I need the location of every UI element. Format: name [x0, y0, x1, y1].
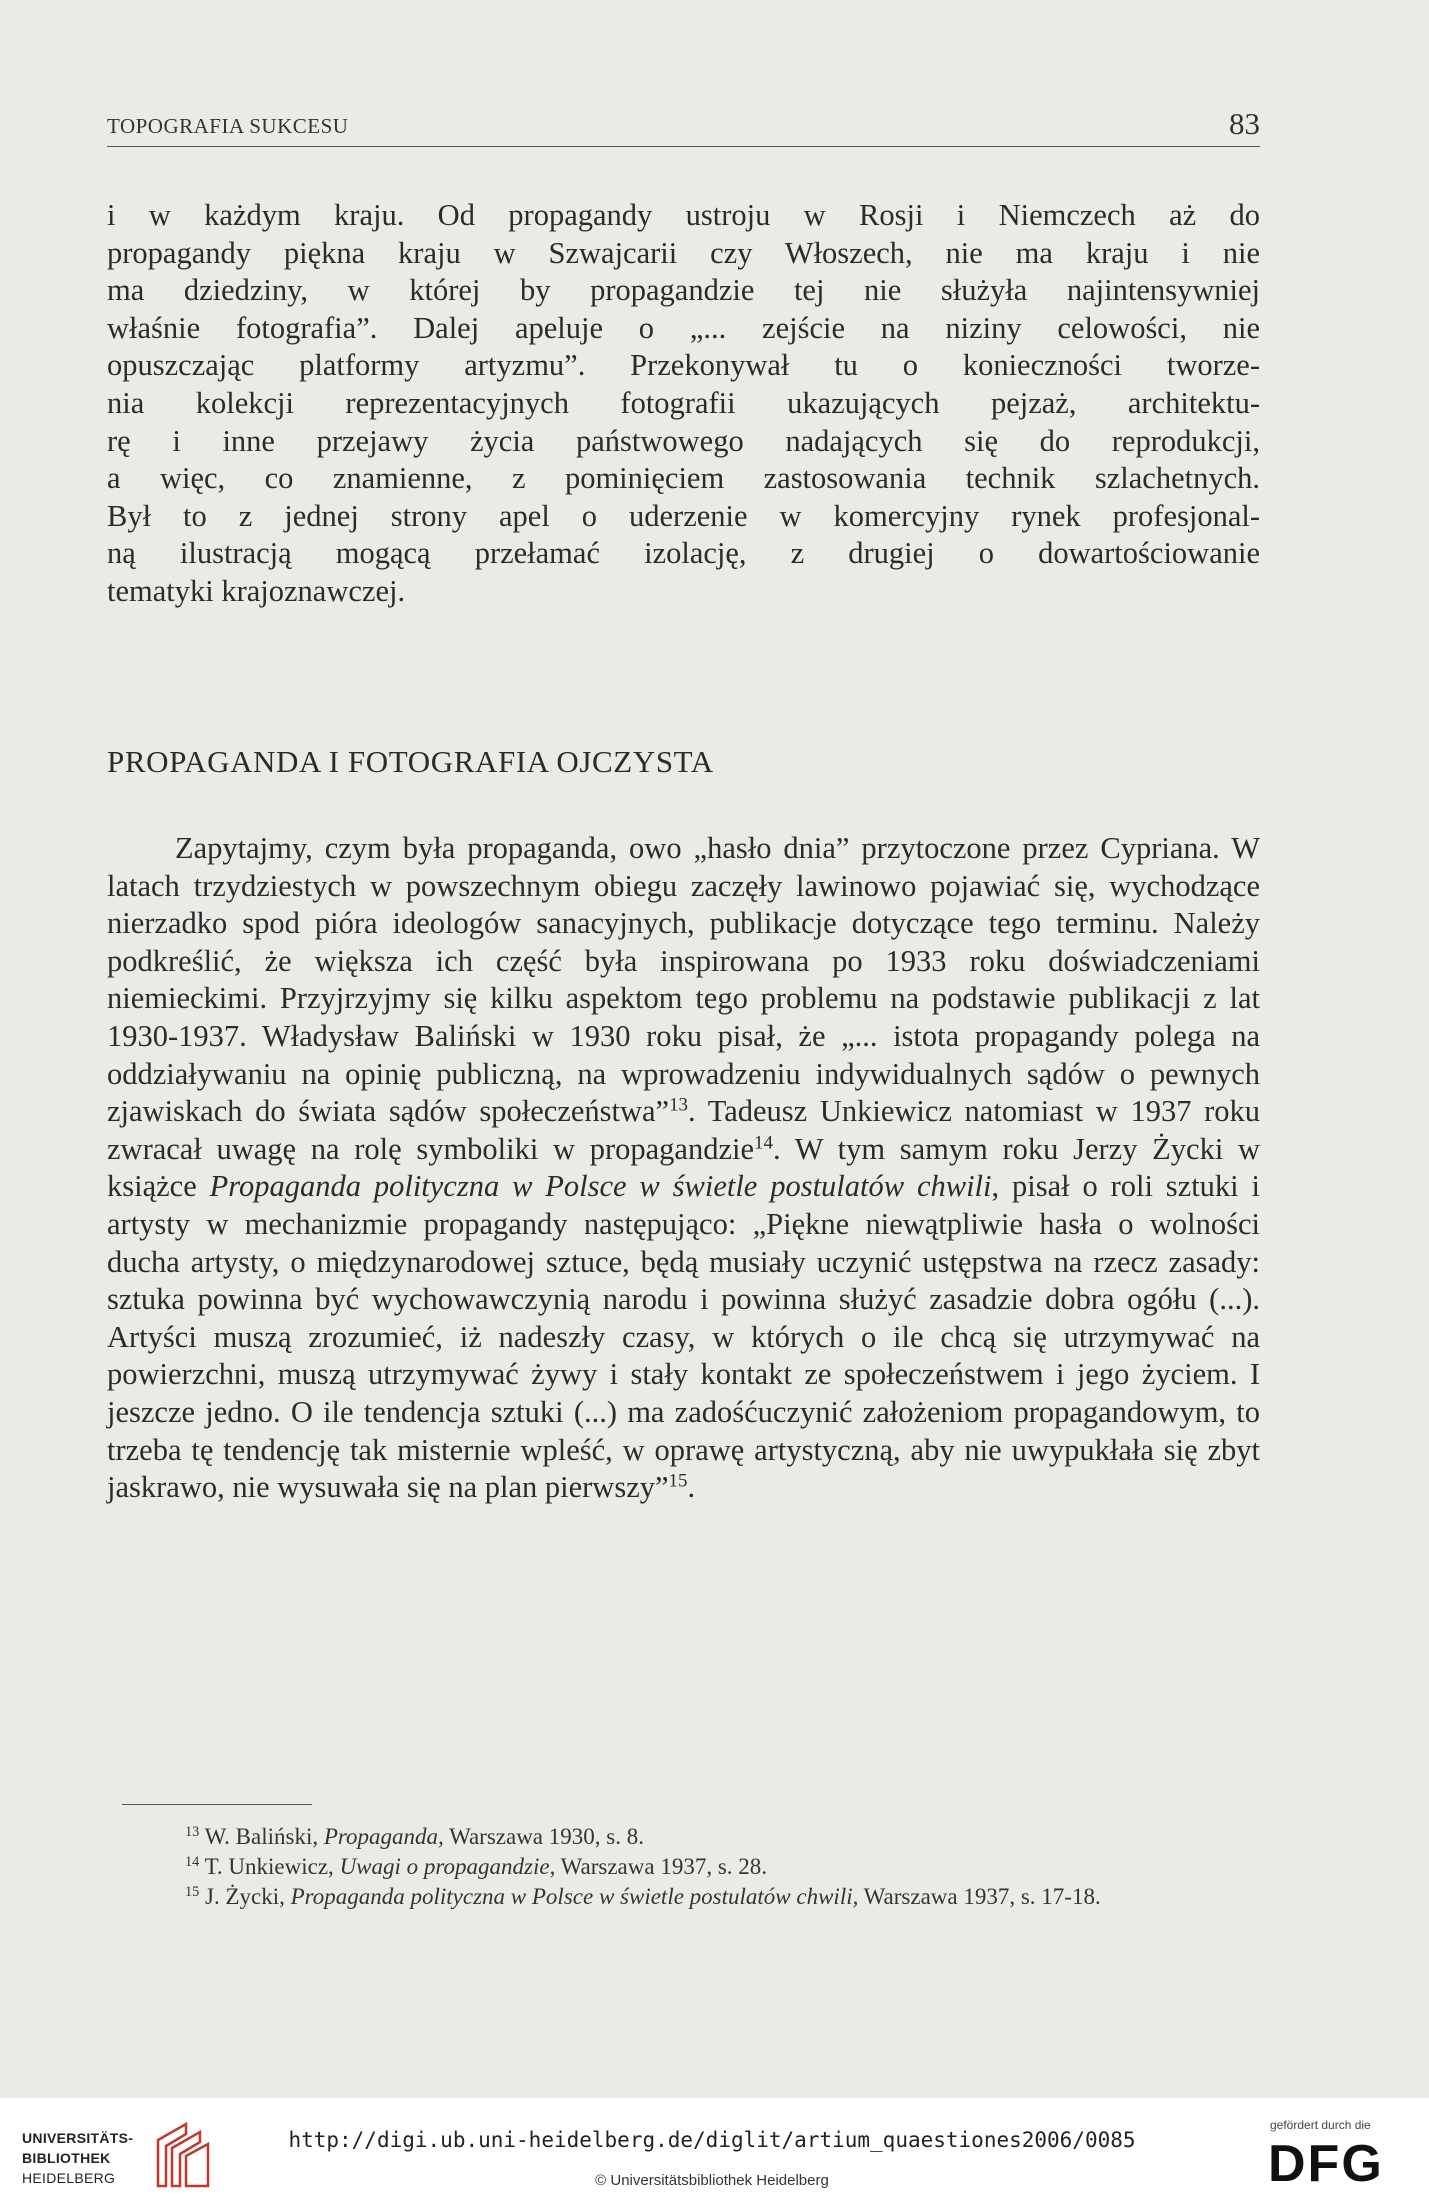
- dfg-logo: [1262, 2118, 1412, 2198]
- paragraph-1-line: właśnie fotografia”. Dalej apeluje o „... zejście na niziny celowości, nie: [107, 310, 1260, 345]
- paragraph-1-line: tematyki krajoznawczej.: [107, 573, 406, 608]
- paragraph-1-line: a więc, co znamienne, z pominięciem zastosowania technik szlachetnych.: [107, 461, 1260, 496]
- page-number: 83: [1229, 106, 1260, 141]
- digitization-banner: [0, 2098, 1429, 2209]
- footnote-15: $^{15}$ J. Życki, Propaganda polityczna w Polsce w świetle postulatów chwili, Warszawa 1937, s. 17-18.: [185, 1884, 1101, 1909]
- running-header: [107, 106, 1260, 147]
- dfg-caption: gefördert durch die: [1270, 2118, 1371, 2132]
- section-heading: PROPAGANDA I FOTOGRAFIA OJCZYSTA: [107, 744, 714, 779]
- paragraph-1-line: nia kolekcji reprezentacyjnych fotografii ukazujących pejzaż, architektu-: [107, 385, 1260, 420]
- paragraph-1-line: ną ilustracją mogącą przełamać izolację, z drugiej o dowartościowanie: [107, 536, 1260, 571]
- paragraph-2: [107, 830, 1260, 1507]
- paragraph-1-text: [107, 197, 1260, 611]
- paragraph-1-line: i w każdym kraju. Od propagandy ustroju w Rosji i Niemczech aż do: [107, 198, 1260, 232]
- footnote-ref-15: 15: [668, 1470, 688, 1492]
- paragraph-1-line: rę i inne przejawy życia państwowego nadających się do reprodukcji,: [107, 423, 1260, 458]
- library-mark-icon: [152, 2120, 212, 2192]
- dfg-wordmark: DFG: [1268, 2135, 1384, 2193]
- library-logo: UNIVERSITÄTS- BIBLIOTHEK HEIDELBERG: [22, 2120, 212, 2190]
- book-title: Propaganda polityczna w Polsce w świetle postulatów chwili: [209, 1169, 992, 1204]
- footnote-ref-14: 14: [754, 1132, 773, 1154]
- footnote-ref-13: 13: [669, 1094, 688, 1116]
- paragraph-2-text: Zapytajmy, czym była propaganda, owo „hasło dnia” przytoczone przez Cypriana. W latach trzydziestych w powszechnym obiegu zaczęły lawinowo pojawiać się, wychodzące nierzadko spod pióra ideologów sanacyjnych, publikacje dotyczące tego terminu. Należy podkreślić, że większa ich część była inspirowana po 1933 roku doświadczeniami niemieckimi. Przyjrzyjmy się kilku aspektom tego problemu na podstawie publikacji z lat 1930-1937. Władysław Baliński w 1930 roku pisał, że „... istota propagandy polega na oddziaływaniu na opinię publiczną, na wprowadzeniu indywidualnych sądów o pewnych zjawiskach do świata sądów społeczeństwa”$^{13}$. Tadeusz Unkiewicz natomiast w 1937 roku zwracał uwagę na rolę symboliki w propagandzie$^{14}$. W tym samym roku Jerzy Życki w książce Propaganda polityczna w Polsce w świetle postulatów chwili, pisał o roli sztuki i artysty w mechanizmie propagandy następująco: „Piękne niewątpliwie hasła o wolności ducha artysty, o międzynarodowej sztuce, będą musiały uczynić ustępstwa na rzecz zasady: sztuka powinna być wychowawczynią narodu i powinna służyć zasadzie dobra ogółu (...). Artyści muszą zrozumieć, iż nadeszły czasy, w których o ile chcą się utrzymywać na powierzchni, muszą utrzymywać żywy i stały kontakt ze społeczeństwem i jego życiem. I jeszcze jedno. O ile tendencja sztuki (...) ma zadośćuczynić założeniom propagandowym, to trzeba tę tendencję tak misternie wpleść, w oprawę artystyczną, aby nie uwypukłała się zbyt jaskrawo, nie wysuwała się na plan pierwszy”$^{15}$.: [107, 831, 1260, 1505]
- footnote-13: $^{13}$ W. Baliński, Propaganda, Warszawa 1930, s. 8.: [185, 1824, 644, 1849]
- running-title: TOPOGRAFIA SUKCESU: [107, 114, 349, 138]
- paragraph-1-line: Był to z jednej strony apel o uderzenie w komercyjny rynek profesjonal-: [107, 498, 1260, 533]
- source-url-link[interactable]: http://digi.ub.uni-heidelberg.de/diglit/artium_quaestiones2006/0085: [288, 2128, 1136, 2152]
- copyright-notice: © Universitätsbibliothek Heidelberg: [595, 2172, 829, 2189]
- paragraph-1-line: propagandy piękna kraju w Szwajcarii czy Włoszech, nie ma kraju i nie: [107, 235, 1260, 270]
- paragraph-1-line: ma dziedziny, w której by propagandzie tej nie służyła najintensywniej: [107, 273, 1260, 308]
- footnote-rule: [122, 1804, 312, 1805]
- paragraph-1: [107, 197, 1260, 611]
- footnotes: [107, 1822, 1260, 1912]
- paragraph-1-line: opuszczając platformy artyzmu”. Przekonywał tu o konieczności tworze-: [107, 348, 1260, 383]
- footnote-14: $^{14}$ T. Unkiewicz, Uwagi o propagandzie, Warszawa 1937, s. 28.: [185, 1854, 768, 1879]
